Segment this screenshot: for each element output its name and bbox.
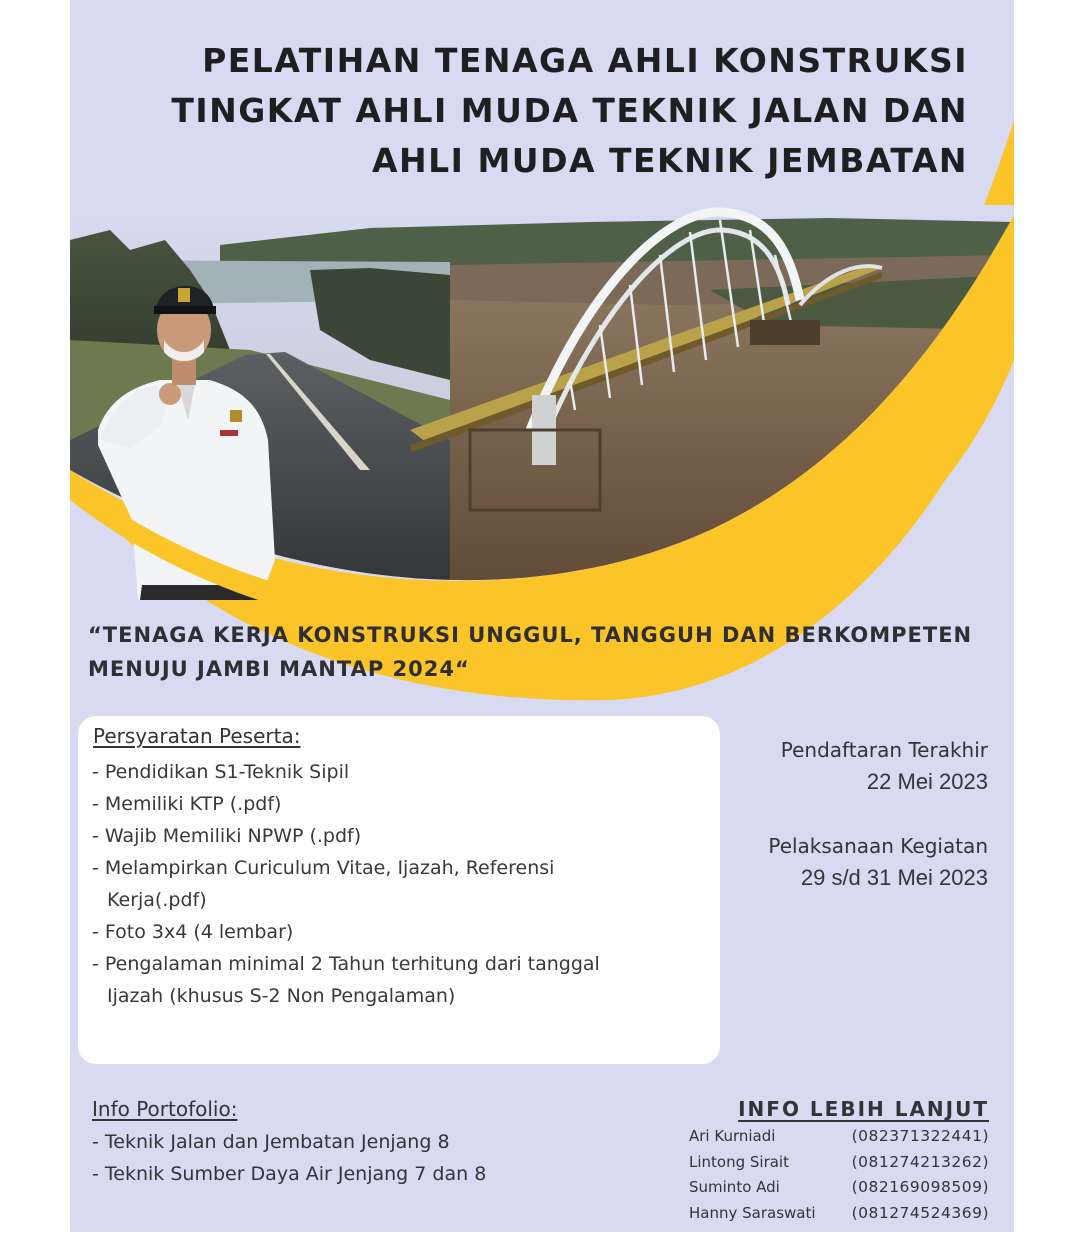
- registration-deadline: [781, 734, 988, 798]
- portfolio-list: [92, 1126, 486, 1190]
- list-item: - Memiliki KTP (.pdf): [92, 788, 712, 820]
- title-line-1: PELATIHAN TENAGA AHLI KONSTRUKSI: [202, 41, 968, 80]
- registration-date: 22 Mei 2023: [866, 769, 988, 794]
- execution-label: Pelaksanaan Kegiatan: [768, 834, 988, 858]
- requirements-card: [78, 716, 720, 1064]
- execution-date: 29 s/d 31 Mei 2023: [800, 865, 988, 890]
- contact-row: [689, 1175, 989, 1201]
- contact-name: Hanny Saraswati: [689, 1203, 816, 1222]
- contact-row: [689, 1150, 989, 1176]
- list-item: - Wajib Memiliki NPWP (.pdf): [92, 820, 712, 852]
- portfolio-heading: Info Portofolio:: [92, 1097, 238, 1121]
- title-line-3: AHLI MUDA TEKNIK JEMBATAN: [372, 141, 968, 180]
- contact-phone: (081274213262): [851, 1152, 989, 1171]
- contact-name: Ari Kurniadi: [689, 1127, 776, 1145]
- list-item: - Melampirkan Curiculum Vitae, Ijazah, Referensi Kerja(.pdf): [92, 852, 617, 916]
- list-item: - Teknik Sumber Daya Air Jenjang 7 dan 8: [92, 1158, 486, 1190]
- contact-name: Lintong Sirait: [689, 1152, 789, 1171]
- tagline-line-2: MENUJU JAMBI MANTAP 2024“: [88, 657, 470, 681]
- contact-row: [689, 1124, 989, 1150]
- contact-row: [689, 1201, 989, 1227]
- tagline: [88, 618, 998, 686]
- registration-label: Pendaftaran Terakhir: [780, 738, 988, 762]
- title-line-2: TINGKAT AHLI MUDA TEKNIK JALAN DAN: [171, 91, 968, 130]
- tagline-line-1: “TENAGA KERJA KONSTRUKSI UNGGUL, TANGGUH DAN BERKOMPETEN: [88, 623, 973, 647]
- poster: [70, 0, 1014, 1232]
- page-title: [171, 36, 968, 186]
- contact-phone: (082169098509): [851, 1178, 989, 1196]
- contact-phone: (081274524369): [851, 1203, 989, 1222]
- execution-period: [768, 830, 988, 894]
- requirements-heading: Persyaratan Peserta:: [93, 724, 301, 748]
- list-item: - Foto 3x4 (4 lembar): [92, 916, 712, 948]
- contact-section: [689, 1094, 989, 1226]
- list-item: - Pendidikan S1-Teknik Sipil: [92, 756, 712, 788]
- list-item: - Teknik Jalan dan Jembatan Jenjang 8: [92, 1126, 486, 1158]
- requirements-list: [92, 756, 712, 1012]
- contact-heading: INFO LEBIH LANJUT: [738, 1097, 989, 1121]
- portfolio-section: [92, 1092, 486, 1190]
- contact-phone: (082371322441): [851, 1127, 989, 1145]
- contact-name: Suminto Adi: [689, 1178, 780, 1196]
- list-item: - Pengalaman minimal 2 Tahun terhitung dari tanggal Ijazah (khusus S-2 Non Pengalaman): [92, 948, 662, 1012]
